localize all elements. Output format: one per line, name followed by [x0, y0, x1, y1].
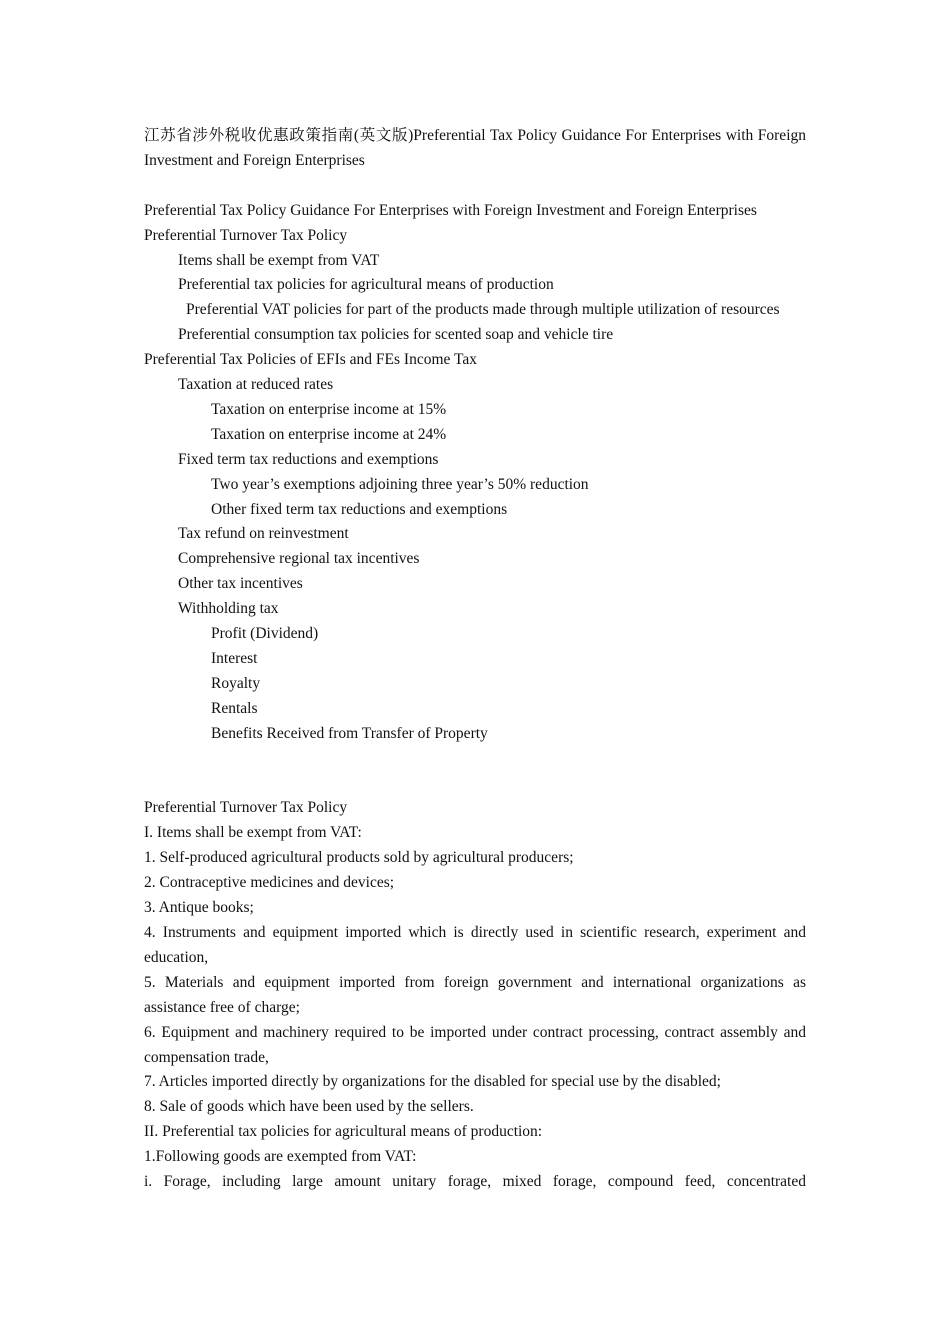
toc-subitem: Taxation on enterprise income at 24%: [211, 425, 447, 443]
body-list-item: 4. Instruments and equipment imported which is directly used in scientific research, experiment and education,: [144, 923, 806, 966]
toc-heading: Preferential Tax Policy Guidance For Enterprises with Foreign Investment and Foreign Enterprises: [144, 201, 757, 219]
spacer: [144, 174, 806, 199]
body-section-heading: I. Items shall be exempt from VAT:: [144, 824, 362, 842]
toc-subitem: Royalty: [211, 674, 261, 692]
toc-item: Preferential VAT policies for part of the products made through multiple utilization of resources: [186, 301, 780, 319]
body-heading: Preferential Turnover Tax Policy: [144, 799, 348, 817]
spacer: [144, 747, 806, 797]
toc-subitem: Benefits Received from Transfer of Property: [211, 724, 488, 742]
toc-item: Items shall be exempt from VAT: [178, 251, 380, 269]
toc-section-turnover: Preferential Turnover Tax Policy: [144, 226, 348, 244]
toc-subitem: Profit (Dividend): [211, 625, 319, 643]
toc-subitem: Rentals: [211, 699, 258, 717]
body-list-item: 3. Antique books;: [144, 899, 254, 917]
body-list-item: 5. Materials and equipment imported from foreign government and international organizations as assistance free of charge;: [144, 973, 806, 1016]
document-page: [144, 124, 806, 1195]
body-section-heading: II. Preferential tax policies for agricultural means of production:: [144, 1123, 543, 1141]
toc-item: Preferential tax policies for agricultural means of production: [178, 276, 554, 294]
body-list-item: 6. Equipment and machinery required to be imported under contract processing, contract assembly and compensation trade,: [144, 1023, 806, 1066]
toc-subitem: Taxation on enterprise income at 15%: [211, 400, 447, 418]
body-list-item: i. Forage, including large amount unitary forage, mixed forage, compound feed, concentrated: [144, 1173, 806, 1191]
toc-section-income: Preferential Tax Policies of EFIs and FEs Income Tax: [144, 351, 478, 369]
body-list-item: 7. Articles imported directly by organizations for the disabled for special use by the disabled;: [144, 1073, 721, 1091]
toc-item: Other tax incentives: [178, 575, 303, 593]
toc-subitem: Interest: [211, 650, 258, 668]
toc-item: Fixed term tax reductions and exemptions: [178, 450, 439, 468]
document-title: 江苏省涉外税收优惠政策指南(英文版)Preferential Tax Policy Guidance For Enterprises with Foreign Investment and Foreign Enterprises: [144, 127, 806, 169]
toc-item: Preferential consumption tax policies for scented soap and vehicle tire: [178, 326, 614, 344]
body-list-item: 1. Self-produced agricultural products sold by agricultural producers;: [144, 849, 574, 867]
toc-subitem: Other fixed term tax reductions and exemptions: [211, 500, 508, 518]
toc-item: Comprehensive regional tax incentives: [178, 550, 420, 568]
body-list-item: 8. Sale of goods which have been used by the sellers.: [144, 1098, 474, 1116]
toc-subitem: Two year’s exemptions adjoining three year’s 50% reduction: [211, 475, 589, 493]
toc-item: Withholding tax: [178, 600, 279, 618]
toc-item: Taxation at reduced rates: [178, 376, 334, 394]
body-subsection-heading: 1.Following goods are exempted from VAT:: [144, 1148, 417, 1166]
toc-item: Tax refund on reinvestment: [178, 525, 349, 543]
body-list-item: 2. Contraceptive medicines and devices;: [144, 874, 395, 892]
